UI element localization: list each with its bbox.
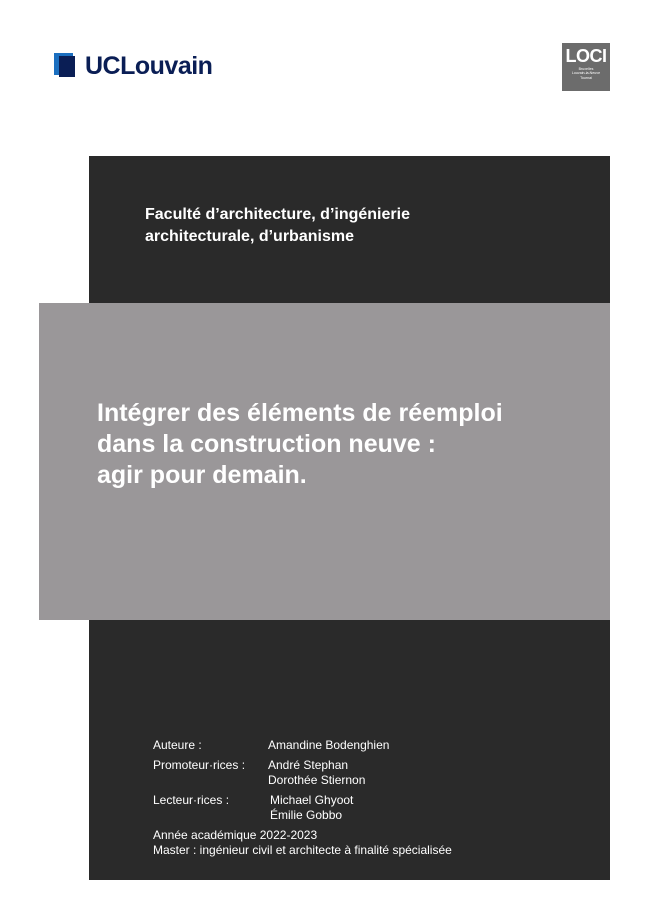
author-row xyxy=(153,738,452,753)
promoters-label: Promoteur·rices : xyxy=(153,758,246,772)
readers-row xyxy=(153,793,452,823)
reader-name: Émilie Gobbo xyxy=(270,808,343,822)
academic-year: Année académique 2022-2023 xyxy=(153,828,318,842)
promoter-name: André Stephan xyxy=(268,758,349,772)
uclouvain-logo xyxy=(54,51,212,81)
credits-block xyxy=(153,738,452,858)
loci-logo xyxy=(562,43,610,91)
degree-program: Master : ingénieur civil et architecte à finalité spécialisée xyxy=(153,843,452,857)
thesis-title: Intégrer des éléments de réemploi dans la construction neuve : agir pour demain. xyxy=(97,399,503,489)
readers-label: Lecteur·rices : xyxy=(153,793,230,807)
faculty-name: Faculté d’architecture, d’ingénierie architecturale, d’urbanisme xyxy=(145,206,410,245)
loci-wordmark: LOCI xyxy=(565,46,607,66)
reader-name: Michael Ghyoot xyxy=(270,793,354,807)
author-label: Auteure : xyxy=(153,738,202,752)
uclouvain-wordmark: UCLouvain xyxy=(85,51,213,80)
uclouvain-mark-icon xyxy=(54,53,80,79)
promoter-name: Dorothée Stiernon xyxy=(268,773,366,787)
promoters-row xyxy=(153,758,452,788)
author-name: Amandine Bodenghien xyxy=(268,738,390,752)
loci-locations: Bruxelles Louvain-la-Neuve Tournai xyxy=(571,67,601,80)
